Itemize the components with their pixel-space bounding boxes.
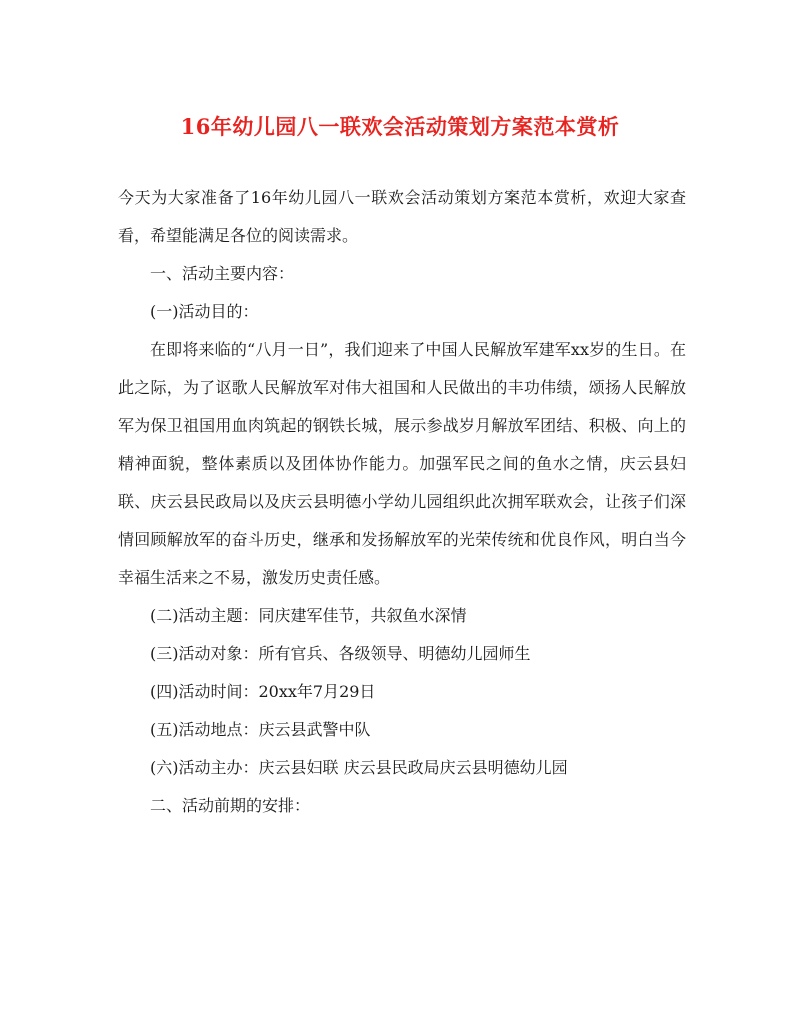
time-line: (四)活动时间：20xx年7月29日 bbox=[150, 682, 376, 701]
document-title: 16年幼儿园八一联欢会活动策划方案范本赏析 bbox=[180, 114, 620, 139]
target-line: (三)活动对象：所有官兵、各级领导、明德幼儿园师生 bbox=[150, 644, 531, 663]
host-line: (六)活动主办：庆云县妇联 庆云县民政局庆云县明德幼儿园 bbox=[150, 758, 568, 777]
place-line: (五)活动地点：庆云县武警中队 bbox=[150, 720, 371, 739]
theme-line: (二)活动主题：同庆建军佳节，共叙鱼水深情 bbox=[150, 606, 467, 625]
intro-paragraph: 今天为大家准备了16年幼儿园八一联欢会活动策划方案范本赏析，欢迎大家查看，希望能满足各位的阅读需求。 bbox=[118, 188, 686, 245]
document-body bbox=[118, 179, 686, 825]
purpose-paragraph: 在即将来临的“八月一日”，我们迎来了中国人民解放军建军xx岁的生日。在此之际，为了讴歌人民解放军对伟大祖国和人民做出的丰功伟绩，颂扬人民解放军为保卫祖国用血肉筑起的钢铁长城，展示参战岁月解放军团结、积极、向上的精神面貌，整体素质以及团体协作能力。加强军民之间的鱼水之情，庆云县妇联、庆云县民政局以及庆云县明德小学幼儿园组织此次拥军联欢会，让孩子们深情回顾解放军的奋斗历史，继承和发扬解放军的光荣传统和优良作风，明白当今幸福生活来之不易，激发历史责任感。 bbox=[118, 340, 686, 587]
purpose-heading: (一)活动目的： bbox=[150, 302, 259, 321]
section-one-heading: 一、活动主要内容： bbox=[150, 264, 295, 283]
section-two-heading: 二、活动前期的安排： bbox=[150, 796, 311, 815]
